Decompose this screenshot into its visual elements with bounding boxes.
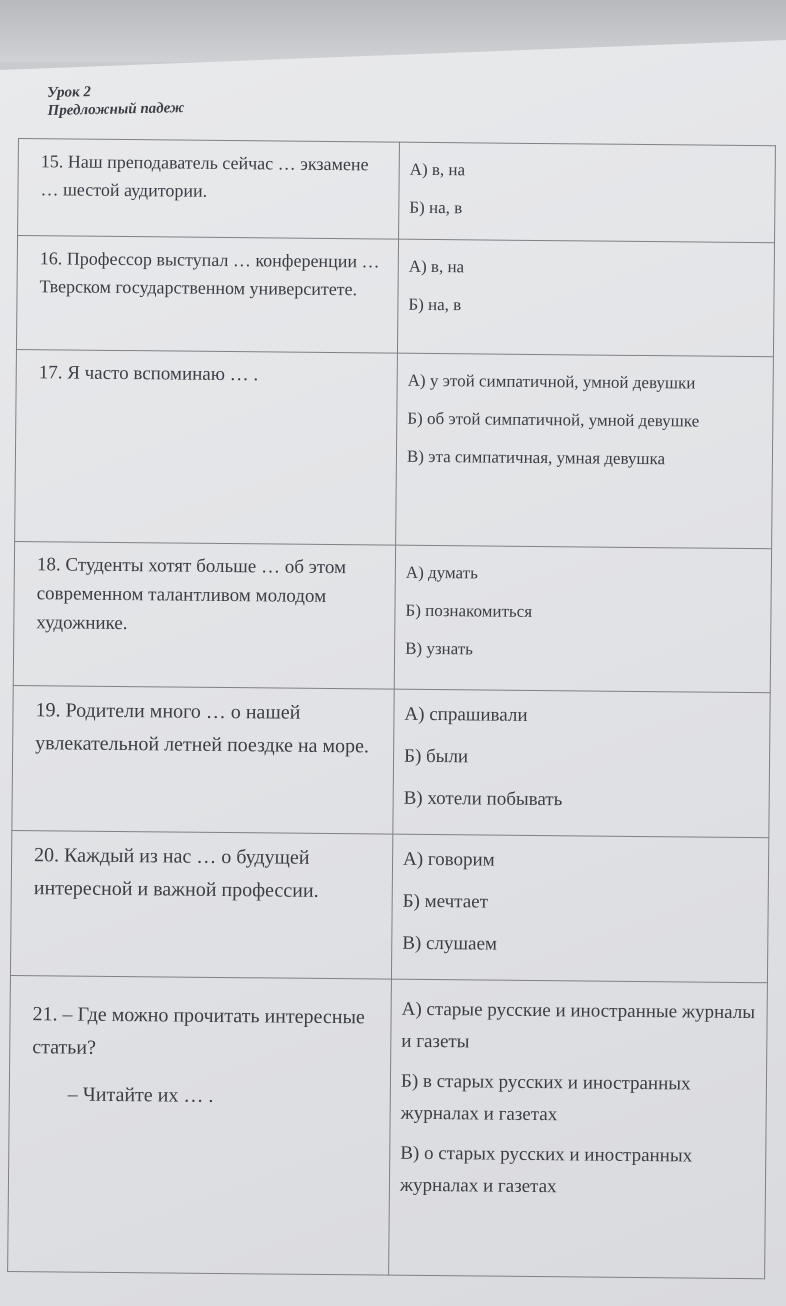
question-text-16: 16. Профессор выступал … конференции … Тверском государственном университете. xyxy=(16,236,398,354)
option-c-19[interactable]: В) хотели побывать xyxy=(403,787,563,811)
option-c-17[interactable]: В) эта симпатичная, умная девушка xyxy=(406,446,666,469)
question-row-19 xyxy=(12,685,770,837)
question-row-20 xyxy=(10,830,768,982)
question-row-16 xyxy=(16,236,774,357)
question-text-21: 21. – Где можно прочитать интересные статьи? xyxy=(32,1003,365,1059)
question-row-21 xyxy=(8,975,768,1278)
option-b-17[interactable]: Б) об этой симпатичной, умной девушке xyxy=(407,408,700,431)
question-text-18: 18. Студенты хотят больше … об этом современном талантливом молодом художнике. xyxy=(13,541,395,689)
question-text-20: 20. Каждый из нас … о будущей интересной и важной профессии. xyxy=(10,830,392,979)
option-c-21[interactable]: В) о старых русских и иностранных журналах и газетах xyxy=(399,1142,693,1198)
lesson-number: Урок 2 xyxy=(47,84,92,101)
options-cell-20 xyxy=(391,834,768,983)
options-cell-17 xyxy=(396,353,774,549)
option-a-16[interactable]: А) в, на xyxy=(408,256,465,277)
option-a-21[interactable]: А) старые русские и иностранные журналы и газеты xyxy=(401,998,756,1053)
option-a-18[interactable]: А) думать xyxy=(405,562,478,583)
options-cell-21 xyxy=(389,979,768,1279)
question-text-15: 15. Наш преподаватель сейчас … экзамене … шестой аудитории. xyxy=(18,139,400,240)
exercise-table xyxy=(7,138,776,1279)
option-b-21[interactable]: Б) в старых русских и иностранных журналах и газетах xyxy=(400,1070,691,1126)
option-c-18[interactable]: В) узнать xyxy=(405,638,474,659)
option-a-19[interactable]: А) спрашивали xyxy=(404,703,528,726)
option-b-19[interactable]: Б) были xyxy=(403,745,469,768)
option-c-20[interactable]: В) слушаем xyxy=(402,932,498,955)
options-cell-19 xyxy=(393,689,770,838)
option-b-18[interactable]: Б) познакомиться xyxy=(405,600,533,621)
question-text-19: 19. Родители много … о нашей увлекательной летней поездке на море. xyxy=(12,685,394,834)
option-b-15[interactable]: Б) на, в xyxy=(409,197,463,218)
option-b-16[interactable]: Б) на, в xyxy=(408,294,462,315)
question-row-18 xyxy=(13,541,771,692)
question-reply-21: – Читайте их … . xyxy=(67,1083,214,1107)
question-cell-21 xyxy=(8,975,392,1275)
option-a-17[interactable]: А) у этой симпатичной, умной девушки xyxy=(407,370,696,393)
options-cell-15 xyxy=(399,142,776,243)
question-row-15 xyxy=(18,139,776,243)
options-cell-18 xyxy=(394,545,771,693)
lesson-topic: Предложный падеж xyxy=(47,100,185,119)
option-b-20[interactable]: Б) мечтает xyxy=(402,890,489,913)
question-row-17 xyxy=(15,349,774,548)
option-a-20[interactable]: А) говорим xyxy=(402,848,495,871)
question-text-17: 17. Я часто вспоминаю … . xyxy=(15,349,398,545)
options-cell-16 xyxy=(397,239,774,357)
option-a-15[interactable]: А) в, на xyxy=(409,159,466,180)
